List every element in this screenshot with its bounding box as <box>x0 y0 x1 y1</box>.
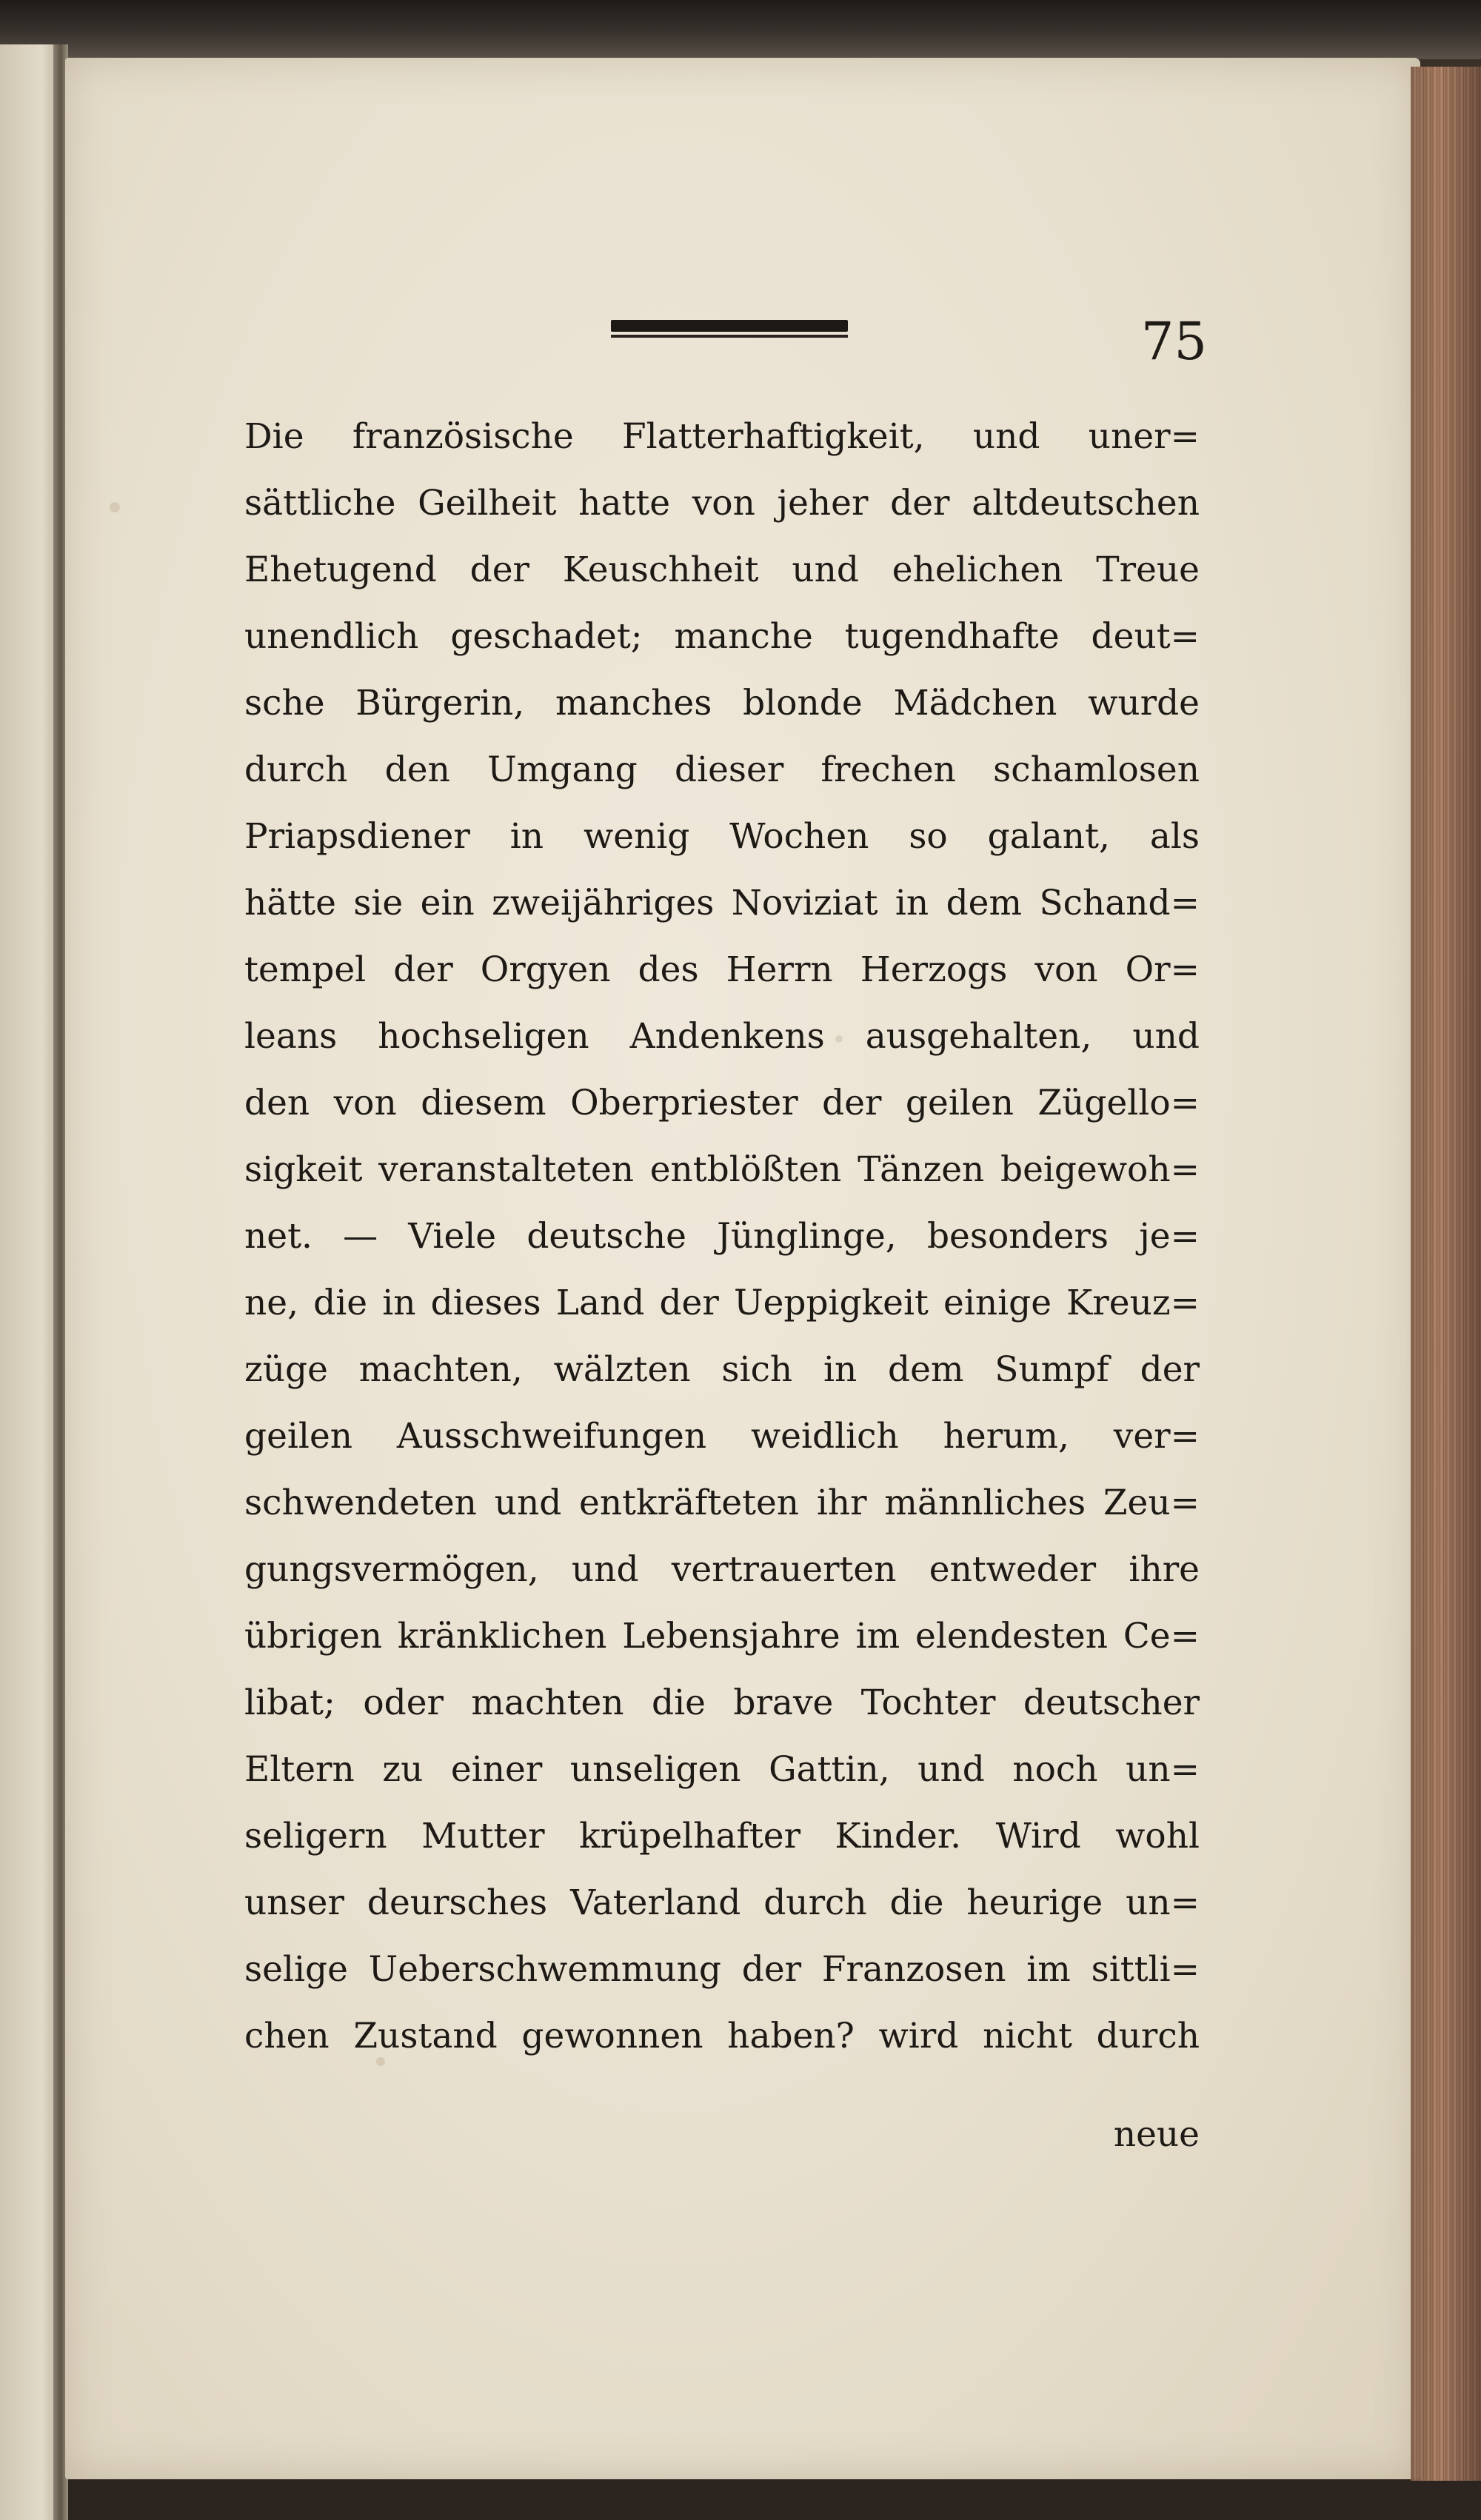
text-line: net. — Viele deutsche Jünglinge, besonders je= <box>244 1216 1200 1257</box>
text-line: Die französische Flatterhaftigkeit, und uner= <box>244 416 1200 457</box>
text-line: Priapsdiener in wenig Wochen so galant, als <box>244 816 1200 857</box>
text-line: den von diesem Oberpriester der geilen Zügello= <box>244 1083 1200 1123</box>
body-text <box>244 404 1200 2070</box>
text-line: chen Zustand gewonnen haben? wird nicht durch <box>244 2016 1200 2056</box>
text-line: sigkeit veranstalteten entblößten Tänzen beigewoh= <box>244 1149 1200 1190</box>
text-line: selige Ueberschwemmung der Franzosen im sittli= <box>244 1949 1200 1990</box>
text-line: ne, die in dieses Land der Ueppigkeit einige Kreuz= <box>244 1283 1200 1323</box>
header-rule-thin <box>611 335 848 338</box>
book-cover-edge <box>0 0 1481 59</box>
header-rule-ornament <box>611 320 848 339</box>
paper-spot <box>110 502 120 512</box>
text-line: libat; oder machten die brave Tochter deutscher <box>244 1682 1200 1723</box>
text-line: züge machten, wälzten sich in dem Sumpf der <box>244 1349 1200 1390</box>
text-line: tempel der Orgyen des Herrn Herzogs von Or= <box>244 949 1200 990</box>
text-line: leans hochseligen Andenkens ausgehalten, und <box>244 1016 1200 1057</box>
text-line: schwendeten und entkräfteten ihr männliches Zeu= <box>244 1483 1200 1523</box>
facing-page-edge <box>0 44 59 2520</box>
text-line: unendlich geschadet; manche tugendhafte deut= <box>244 616 1200 657</box>
catchword: neue <box>1113 2114 1200 2155</box>
text-line: geilen Ausschweifungen weidlich herum, ver= <box>244 1416 1200 1457</box>
text-line: durch den Umgang dieser frechen schamlosen <box>244 749 1200 790</box>
text-line: seligern Mutter krüpelhafter Kinder. Wird wohl <box>244 1816 1200 1856</box>
text-line: Eltern zu einer unseligen Gattin, und noch un= <box>244 1749 1200 1790</box>
text-line: sättliche Geilheit hatte von jeher der altdeutschen <box>244 483 1200 524</box>
header-rule-thick <box>611 320 848 332</box>
text-line: gungsvermögen, und vertrauerten entweder ihre <box>244 1549 1200 1590</box>
text-line: hätte sie ein zweijähriges Noviziat in dem Schand= <box>244 883 1200 923</box>
text-line: unser deursches Vaterland durch die heurige un= <box>244 1882 1200 1923</box>
text-line: Ehetugend der Keuschheit und ehelichen Treue <box>244 549 1200 590</box>
page-number: 75 <box>1140 311 1207 372</box>
text-line: übrigen kränklichen Lebensjahre im elendesten Ce= <box>244 1616 1200 1657</box>
text-line: sche Bürgerin, manches blonde Mädchen wurde <box>244 683 1200 723</box>
page-edges-shadow <box>1411 67 1481 2481</box>
